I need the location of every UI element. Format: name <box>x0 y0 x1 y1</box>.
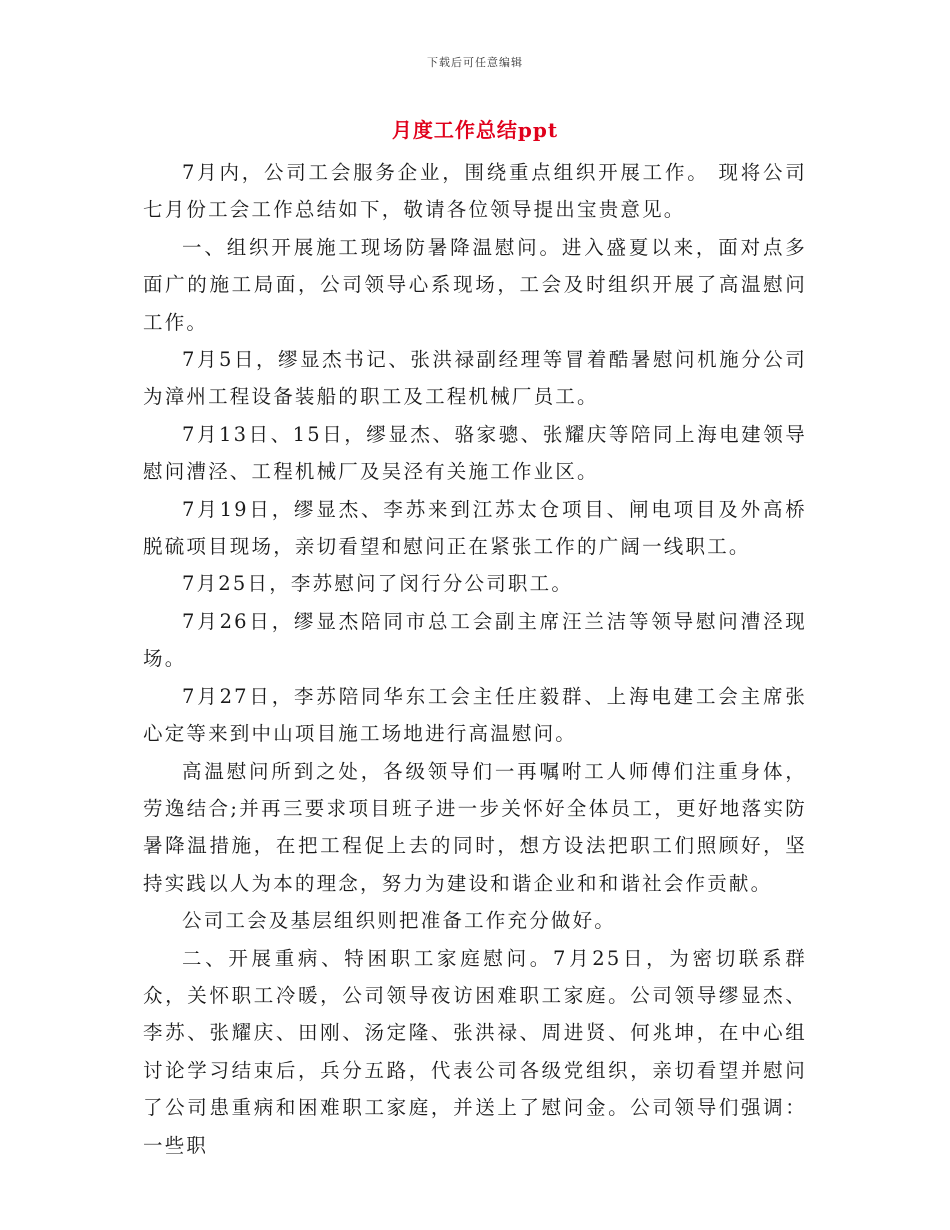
header-note: 下载后可任意编辑 <box>427 56 523 69</box>
paragraph: 高温慰问所到之处，各级领导们一再嘱咐工人师傅们注重身体，劳逸结合;并再三要求项目班子进一步关怀好全体员工，更好地落实防暑降温措施，在把工程促上去的同时，想方设法把职工们照顾好，坚持实践以人为本的理念，努力为建设和谐企业和和谐社会作贡献。 <box>143 759 807 895</box>
document-body <box>143 154 807 1164</box>
paragraph: 二、开展重病、特困职工家庭慰问。7月25日，为密切联系群众，关怀职工冷暖，公司领导夜访困难职工家庭。公司领导缪显杰、李苏、张耀庆、田刚、汤定隆、张洪禄、周进贤、何兆坤，在中心组讨论学习结束后，兵分五路，代表公司各级党组织，亲切看望并慰问了公司患重病和困难职工家庭，并送上了慰问金。公司领导们强调：一些职 <box>143 946 807 1157</box>
paragraph: 一、组织开展施工现场防暑降温慰问。进入盛夏以来，面对点多面广的施工局面，公司领导心系现场，工会及时组织开展了高温慰问工作。 <box>143 235 807 334</box>
paragraph: 7月26日，缪显杰陪同市总工会副主席汪兰洁等领导慰问漕泾现场。 <box>143 609 807 671</box>
paragraph: 7月内，公司工会服务企业，围绕重点组织开展工作。 现将公司七月份工会工作总结如下，敬请各位领导提出宝贵意见。 <box>143 161 807 222</box>
paragraph: 7月27日，李苏陪同华东工会主任庄毅群、上海电建工会主席张心定等来到中山项目施工场地进行高温慰问。 <box>143 684 807 746</box>
paragraph: 7月5日，缪显杰书记、张洪禄副经理等冒着酷暑慰问机施分公司为漳州工程设备装船的职工及工程机械厂员工。 <box>143 348 807 409</box>
paragraph: 公司工会及基层组织则把准备工作充分做好。 <box>182 909 617 933</box>
paragraph: 7月19日，缪显杰、李苏来到江苏太仓项目、闸电项目及外高桥脱硫项目现场，亲切看望和慰问正在紧张工作的广阔一线职工。 <box>143 497 807 559</box>
document-title: 月度工作总结ppt <box>391 118 559 142</box>
paragraph: 7月25日，李苏慰问了闵行分公司职工。 <box>182 572 574 596</box>
paragraph: 7月13日、15日，缪显杰、骆家骢、张耀庆等陪同上海电建领导慰问漕泾、工程机械厂及吴泾有关施工作业区。 <box>143 422 807 484</box>
